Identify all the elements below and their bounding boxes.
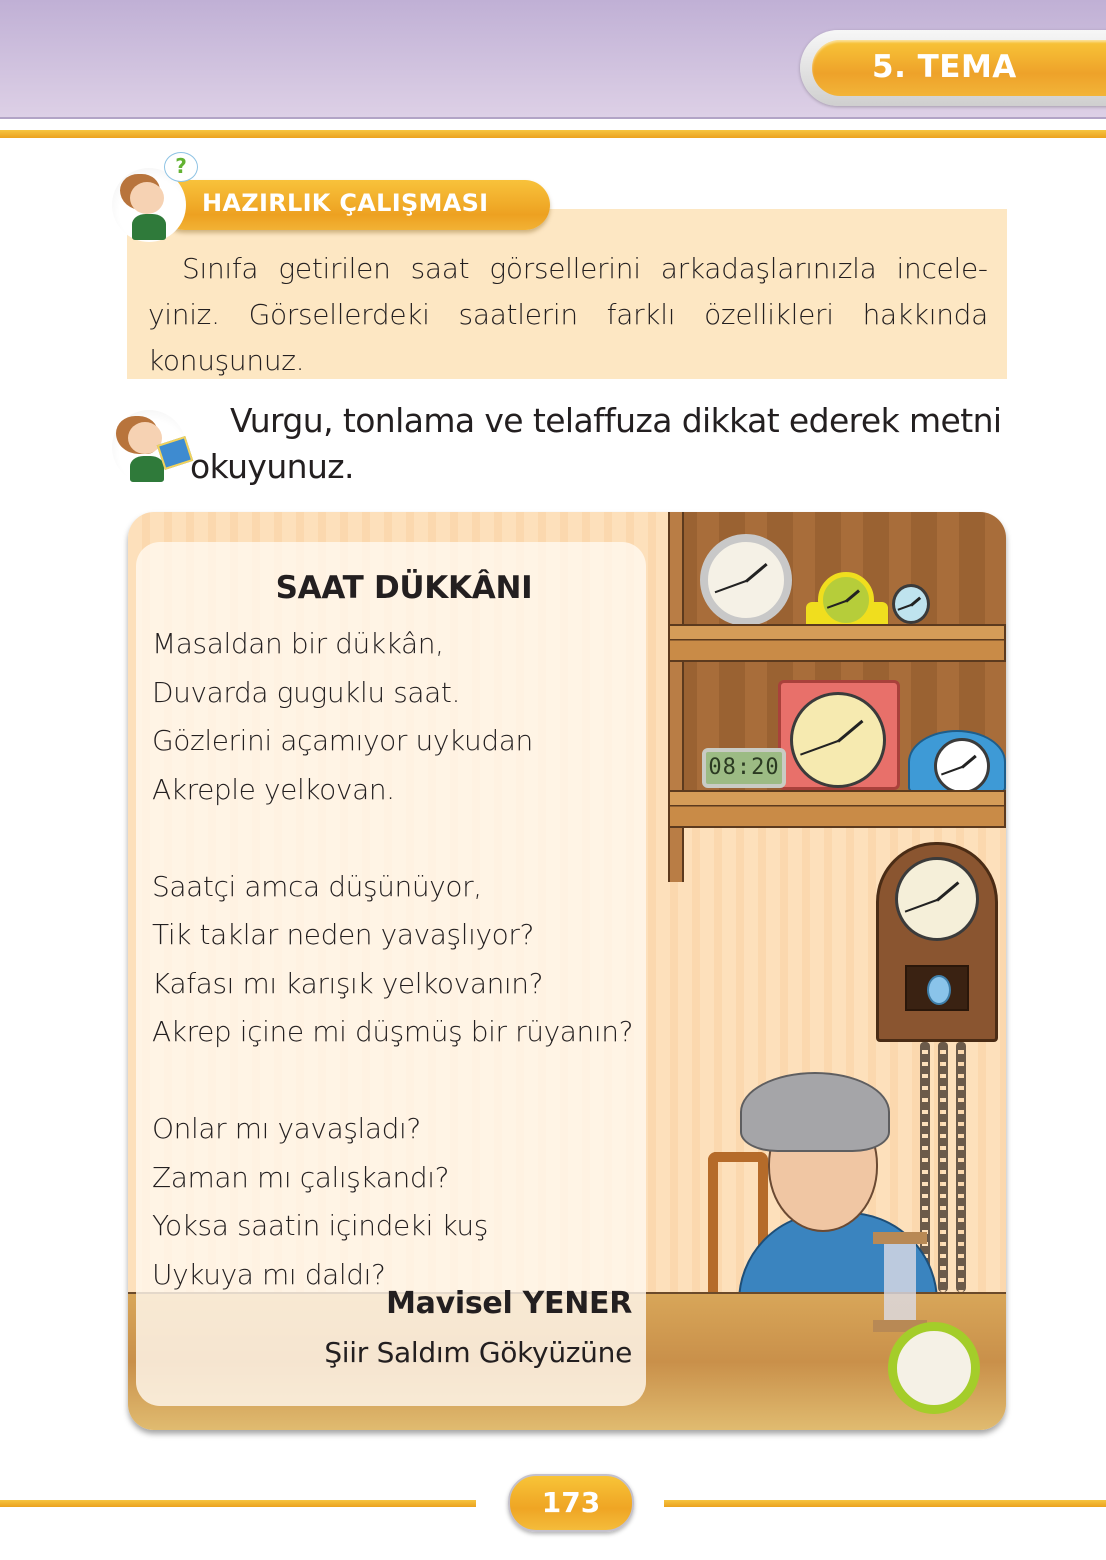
clock-chain — [938, 1042, 948, 1292]
theme-tab — [800, 30, 1106, 106]
lower-shelf — [668, 790, 1006, 828]
page-number: 173 — [541, 1486, 601, 1519]
stanza-3 — [152, 1105, 633, 1299]
poem-title: SAAT DÜKKÂNI — [275, 570, 533, 606]
cuckoo-door — [905, 965, 969, 1011]
preparation-title: HAZIRLIK ÇALIŞMASI — [202, 189, 489, 217]
poem-line: Akrep içine mi düşmüş bir rüyanın? — [152, 1015, 634, 1048]
poem-line: Saatçi amca düşünüyor, — [152, 869, 482, 903]
preparation-text: Sınıfa getirilen saat görsellerini arkadaşlarınızla inceleyiniz. Görsellerdeki saatlerin farklı özellikleri hakkında konuşunuz. — [148, 252, 988, 377]
header-rule — [0, 130, 1106, 138]
poem-line: Uykuya mı daldı? — [152, 1257, 386, 1291]
cuckoo-clock-icon — [876, 842, 998, 1042]
poem-body — [152, 620, 633, 1348]
poem-panel — [128, 512, 1006, 1430]
footer-rule-left — [0, 1500, 476, 1507]
yellow-clock-icon — [818, 572, 874, 628]
theme-tab-pill — [812, 40, 1106, 96]
poem-source: Şiir Saldım Gökyüzüne — [324, 1336, 632, 1369]
poem-line: Onlar mı yavaşladı? — [152, 1112, 421, 1145]
reading-instruction: Vurgu, tonlama ve telaffuza dikkat ederek metni okuyunuz. — [190, 401, 1002, 486]
poem-line: Gözlerini açamıyor uykudan — [152, 724, 533, 757]
red-mantel-clock-icon — [790, 692, 886, 788]
poem-line: Akreple yelkovan. — [152, 772, 395, 806]
preparation-title-pill — [160, 180, 550, 230]
hourglass-icon — [873, 1232, 927, 1332]
theme-label: 5. TEMA — [872, 49, 1017, 85]
poem-line: Kafası mı karışık yelkovanın? — [152, 966, 544, 1000]
silver-porthole-clock-icon — [700, 534, 792, 626]
poem-line: Tik taklar neden yavaşlıyor? — [152, 918, 534, 951]
clock-chain — [956, 1042, 966, 1292]
roman-clock-face-icon — [895, 857, 979, 941]
poem-line: Duvarda guguklu saat. — [152, 675, 461, 709]
poem-line: Yoksa saatin içindeki kuş — [152, 1209, 488, 1242]
question-mark-icon: ? — [164, 152, 198, 182]
digital-clock: 08:20 — [702, 748, 786, 788]
blue-clock-icon — [934, 738, 990, 794]
clockmaker-hair — [740, 1072, 890, 1152]
alarm-clock-icon — [892, 584, 930, 624]
footer-rule-right — [664, 1500, 1106, 1507]
poem-author: Mavisel YENER — [386, 1286, 632, 1321]
poem-line: Masaldan bir dükkân, — [152, 627, 444, 660]
page-number-badge — [508, 1474, 634, 1532]
upper-shelf — [668, 624, 1006, 662]
cuckoo-bird-icon — [927, 975, 951, 1005]
stanza-2 — [152, 863, 633, 1057]
green-alarm-clock-icon — [888, 1322, 980, 1414]
stanza-1 — [152, 620, 633, 814]
poem-line: Zaman mı çalışkandı? — [152, 1160, 450, 1194]
